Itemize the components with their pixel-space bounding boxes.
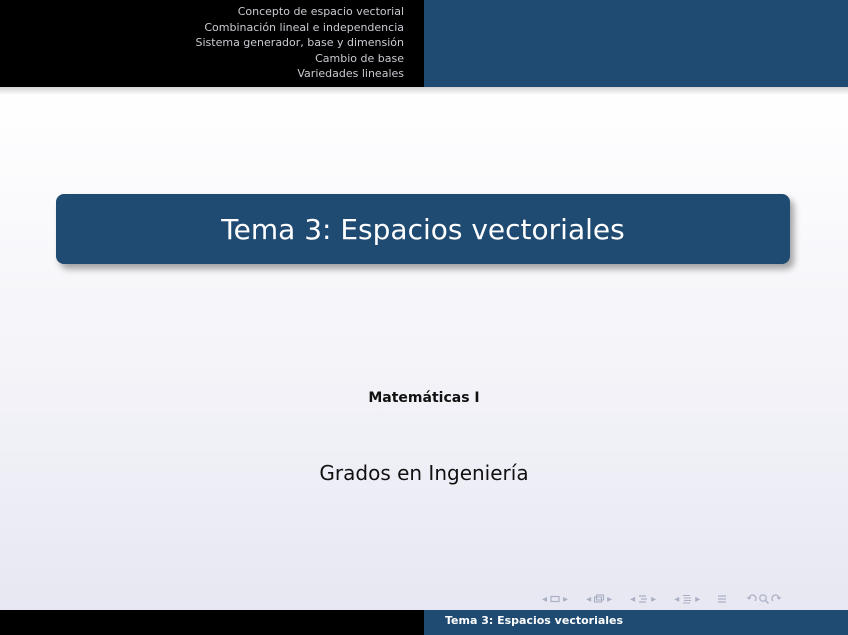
section-link-cambio-base[interactable]: Cambio de base [315, 51, 404, 65]
header-right-panel [424, 0, 848, 87]
slide-title: Tema 3: Espacios vectoriales [221, 212, 625, 246]
section-icon[interactable] [637, 593, 649, 605]
align-control [716, 593, 728, 605]
title-block [56, 194, 790, 264]
navigation-symbols [540, 590, 782, 608]
section-link-sistema-generador[interactable]: Sistema generador, base y dimensión [195, 36, 404, 50]
header-shadow [0, 87, 848, 95]
frame-navigation [540, 593, 570, 605]
next-subsection-arrow-icon[interactable]: ▸ [607, 593, 613, 605]
align-icon[interactable] [716, 593, 728, 605]
search-icon[interactable] [758, 593, 770, 605]
section-navigation-control [628, 593, 658, 605]
section-link-combinacion[interactable]: Combinación lineal e independencia [204, 20, 404, 34]
undo-icon[interactable] [746, 593, 758, 605]
footer-left-panel [0, 610, 424, 635]
section-navigation [196, 4, 405, 82]
subsection-navigation [584, 593, 614, 605]
redo-icon[interactable] [770, 593, 782, 605]
previous-section-arrow-icon[interactable]: ◂ [630, 593, 636, 605]
search-controls [746, 593, 782, 605]
previous-subsection-arrow-icon[interactable]: ◂ [586, 593, 592, 605]
next-document-arrow-icon[interactable]: ▸ [695, 593, 701, 605]
previous-frame-arrow-icon[interactable]: ◂ [542, 593, 548, 605]
footer-title: Tema 3: Espacios vectoriales [445, 614, 624, 627]
document-navigation [672, 593, 702, 605]
document-icon[interactable] [681, 593, 693, 605]
subsection-icon[interactable] [593, 593, 605, 605]
section-link-variedades[interactable]: Variedades lineales [297, 67, 404, 81]
section-link-concepto[interactable]: Concepto de espacio vectorial [237, 5, 404, 18]
next-section-arrow-icon[interactable]: ▸ [651, 593, 657, 605]
frame-icon[interactable] [549, 593, 561, 605]
previous-document-arrow-icon[interactable]: ◂ [674, 593, 680, 605]
subject-label: Matemáticas I [368, 390, 480, 406]
degree-label: Grados en Ingeniería [319, 461, 529, 485]
next-frame-arrow-icon[interactable]: ▸ [563, 593, 569, 605]
